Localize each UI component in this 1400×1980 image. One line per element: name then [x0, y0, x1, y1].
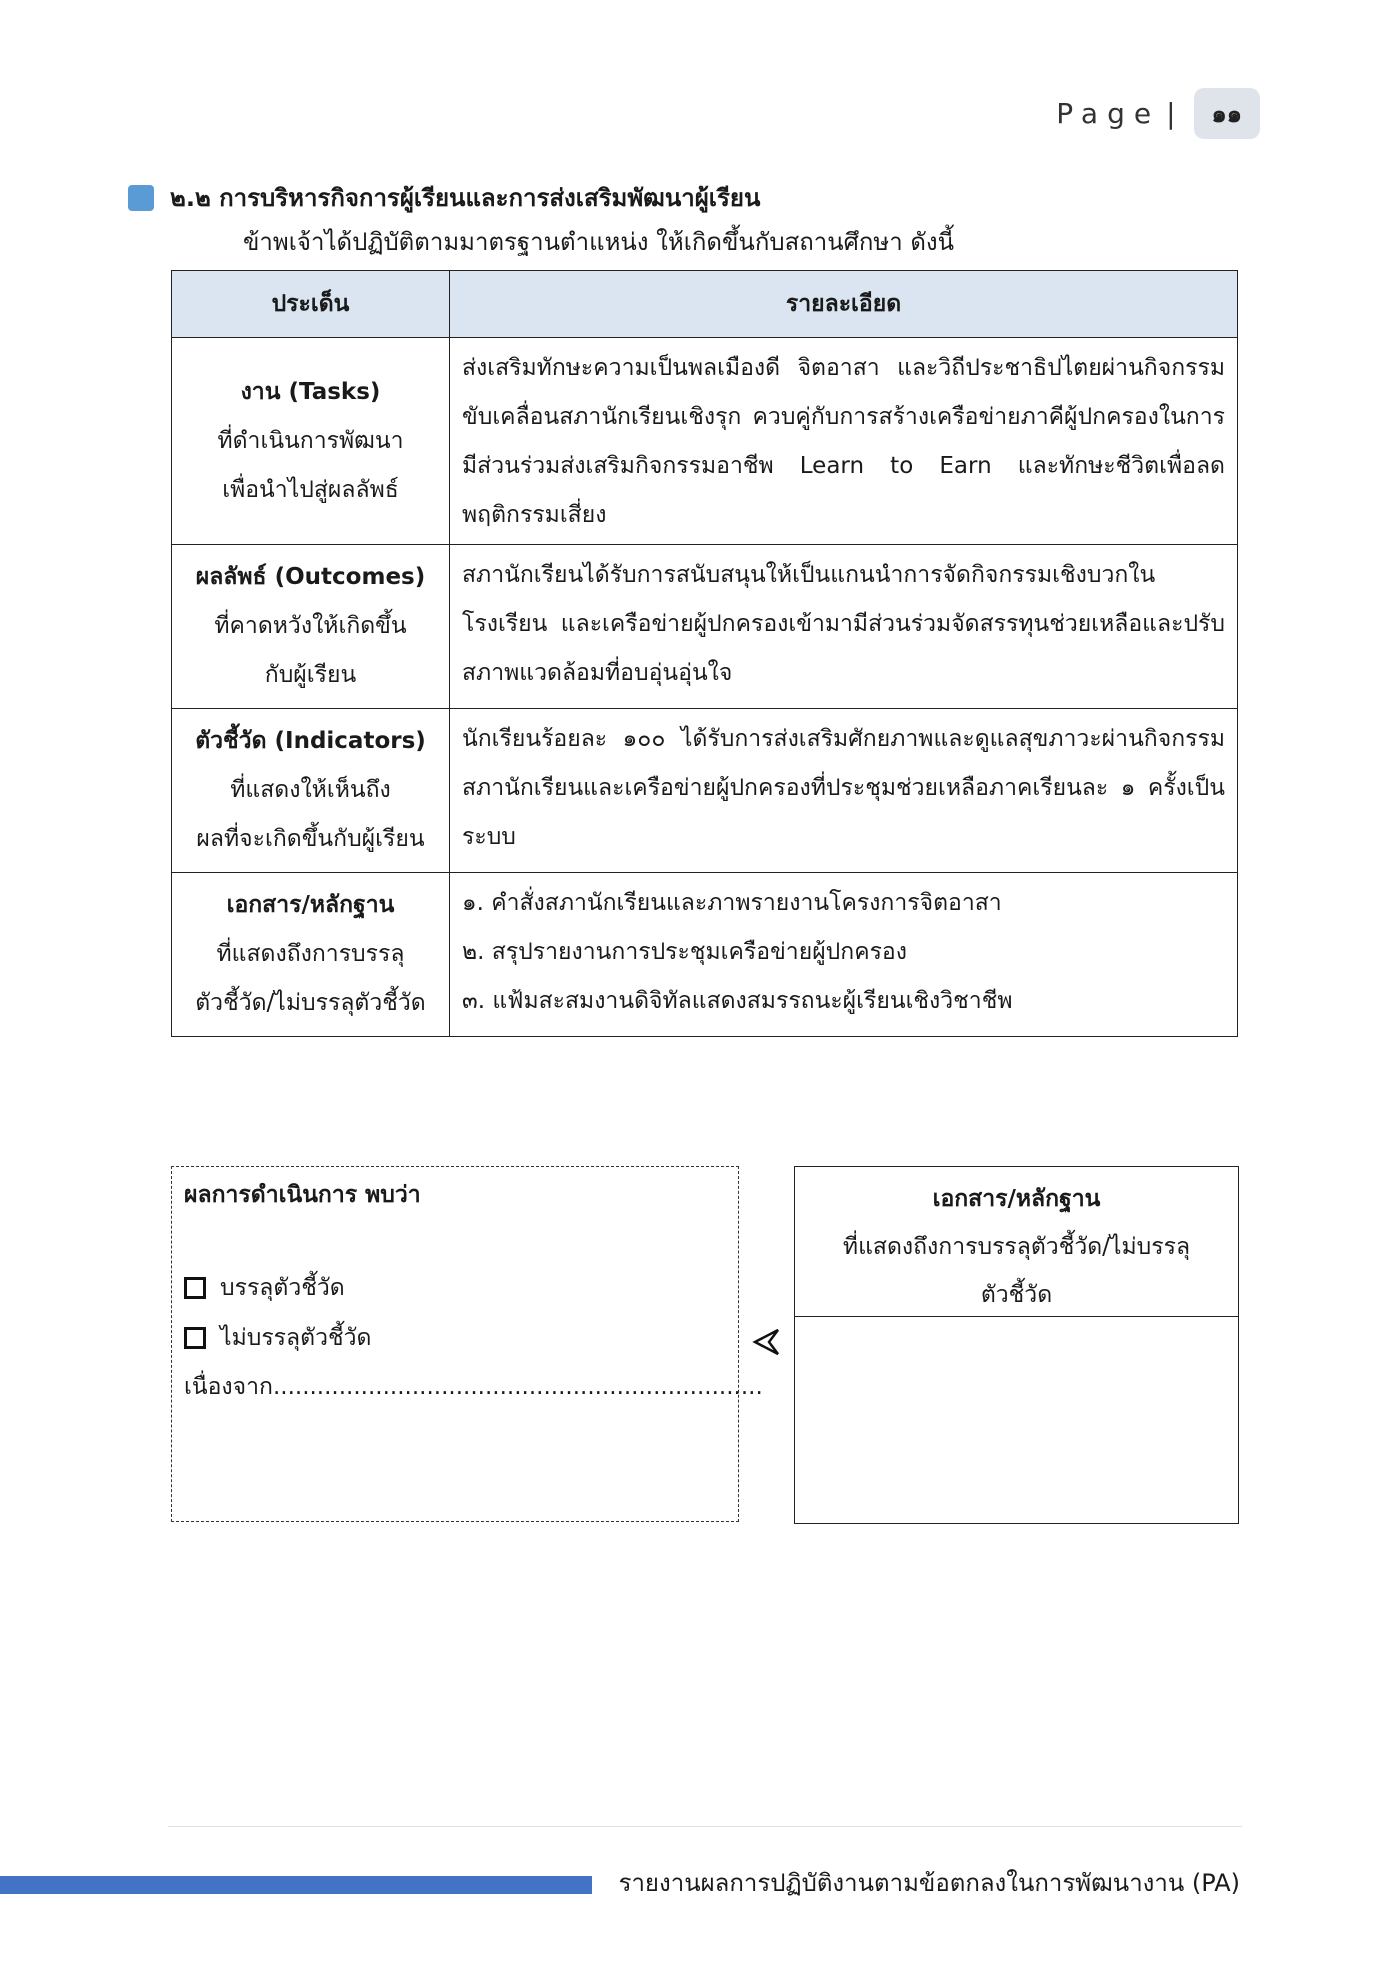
topic-title: เอกสาร/หลักฐาน — [226, 892, 395, 918]
evidence-list-item: ๒. สรุปรายงานการประชุมเครือข่ายผู้ปกครอง — [462, 939, 907, 965]
table-row — [172, 873, 1238, 1037]
detail-cell — [450, 873, 1238, 1037]
checkbox-icon[interactable] — [184, 1277, 206, 1299]
evidence-box-subtitle: ตัวชี้วัด — [980, 1282, 1053, 1308]
checkbox-label: ไม่บรรลุตัวชี้วัด — [220, 1325, 372, 1351]
evidence-box-title: เอกสาร/หลักฐาน — [932, 1186, 1101, 1212]
evidence-box-subtitle: ที่แสดงถึงการบรรลุตัวชี้วัด/ไม่บรรลุ — [842, 1234, 1191, 1260]
checkbox-achieved[interactable] — [184, 1263, 726, 1313]
section-title: ๒.๒ การบริหารกิจการผู้เรียนและการส่งเสริมพัฒนาผู้เรียน — [170, 184, 761, 212]
result-title: ผลการดำเนินการ พบว่า — [184, 1182, 421, 1208]
topic-subtitle: ที่ดำเนินการพัฒนา — [217, 427, 404, 454]
detail-cell: ส่งเสริมทักษะความเป็นพลเมืองดี จิตอาสา และวิถีประชาธิปไตยผ่านกิจกรรมขับเคลื่อนสภานักเรียนเชิงรุก ควบคู่กับการสร้างเครือข่ายภาคีผู้ปกครองในการมีส่วนร่วมส่งเสริมกิจกรรมอาชีพ Learn to Earn และทักษะชีวิตเพื่อลดพฤติกรรมเสี่ยง — [450, 338, 1238, 545]
topic-title: ผลลัพธ์ (Outcomes) — [195, 564, 426, 590]
evidence-box — [794, 1166, 1239, 1524]
footer-text: รายงานผลการปฏิบัติงานตามข้อตกลงในการพัฒนางาน (PA) — [618, 1869, 1240, 1897]
section-bullet-icon — [128, 185, 154, 211]
section-heading — [128, 178, 760, 217]
topic-subtitle: ที่คาดหวังให้เกิดขึ้น — [214, 613, 407, 639]
section-intro: ข้าพเจ้าได้ปฏิบัติตามมาตรฐานตำแหน่ง ให้เกิดขึ้นกับสถานศึกษา ดังนี้ — [243, 228, 955, 256]
topic-title: งาน (Tasks) — [240, 378, 381, 405]
result-box — [171, 1166, 763, 1522]
table-row — [172, 338, 1238, 545]
footer-divider — [168, 1826, 1242, 1827]
column-header-detail: รายละเอียด — [450, 271, 1238, 338]
topic-cell — [172, 338, 450, 545]
table-row — [172, 709, 1238, 873]
topic-subtitle: กับผู้เรียน — [264, 662, 357, 688]
topic-subtitle: ตัวชี้วัด/ไม่บรรลุตัวชี้วัด — [195, 990, 426, 1016]
footer-accent-bar — [0, 1876, 592, 1894]
page-header — [1056, 88, 1260, 139]
page-label: Page — [1056, 97, 1161, 130]
column-header-topic: ประเด็น — [172, 271, 450, 338]
topic-subtitle: เพื่อนำไปสู่ผลลัพธ์ — [222, 476, 399, 503]
evidence-list-item: ๑. คำสั่งสภานักเรียนและภาพรายงานโครงการจิตอาสา — [462, 890, 1002, 916]
evidence-list-item: ๓. แฟ้มสะสมงานดิจิทัลแสดงสมรรถนะผู้เรียนเชิงวิชาชีพ — [462, 988, 1013, 1014]
standards-table — [171, 270, 1238, 1037]
checkbox-not-achieved[interactable] — [184, 1313, 726, 1363]
detail-cell: นักเรียนร้อยละ ๑๐๐ ได้รับการส่งเสริมศักยภาพและดูแลสุขภาวะผ่านกิจกรรมสภานักเรียนและเครือข่ายผู้ปกครองที่ประชุมช่วยเหลือภาคเรียนละ ๑ ครั้งเป็นระบบ — [450, 709, 1238, 873]
topic-cell — [172, 709, 450, 873]
detail-cell: สภานักเรียนได้รับการสนับสนุนให้เป็นแกนนำการจัดกิจกรรมเชิงบวกในโรงเรียน และเครือข่ายผู้ปกครองเข้ามามีส่วนร่วมจัดสรรทุนช่วยเหลือและปรับสภาพแวดล้อมที่อบอุ่นอุ่นใจ — [450, 545, 1238, 709]
topic-title: ตัวชี้วัด (Indicators) — [195, 728, 426, 754]
page-separator: | — [1166, 97, 1176, 130]
table-header-row — [172, 271, 1238, 338]
topic-subtitle: ผลที่จะเกิดขึ้นกับผู้เรียน — [196, 826, 425, 852]
page-number-badge: ๑๑ — [1194, 88, 1260, 139]
topic-cell — [172, 873, 450, 1037]
arrow-left-icon-svg — [752, 1327, 782, 1357]
arrow-left-icon — [752, 1327, 782, 1365]
checkbox-label: บรรลุตัวชี้วัด — [220, 1275, 345, 1301]
checkbox-icon[interactable] — [184, 1327, 206, 1349]
evidence-box-header — [795, 1167, 1238, 1317]
evidence-box-body — [795, 1317, 1238, 1523]
table-row — [172, 545, 1238, 709]
topic-cell — [172, 545, 450, 709]
topic-subtitle: ที่แสดงถึงการบรรลุ — [216, 941, 405, 967]
topic-subtitle: ที่แสดงให้เห็นถึง — [230, 777, 391, 803]
reason-line: เนื่องจาก................................................................... — [184, 1374, 763, 1400]
